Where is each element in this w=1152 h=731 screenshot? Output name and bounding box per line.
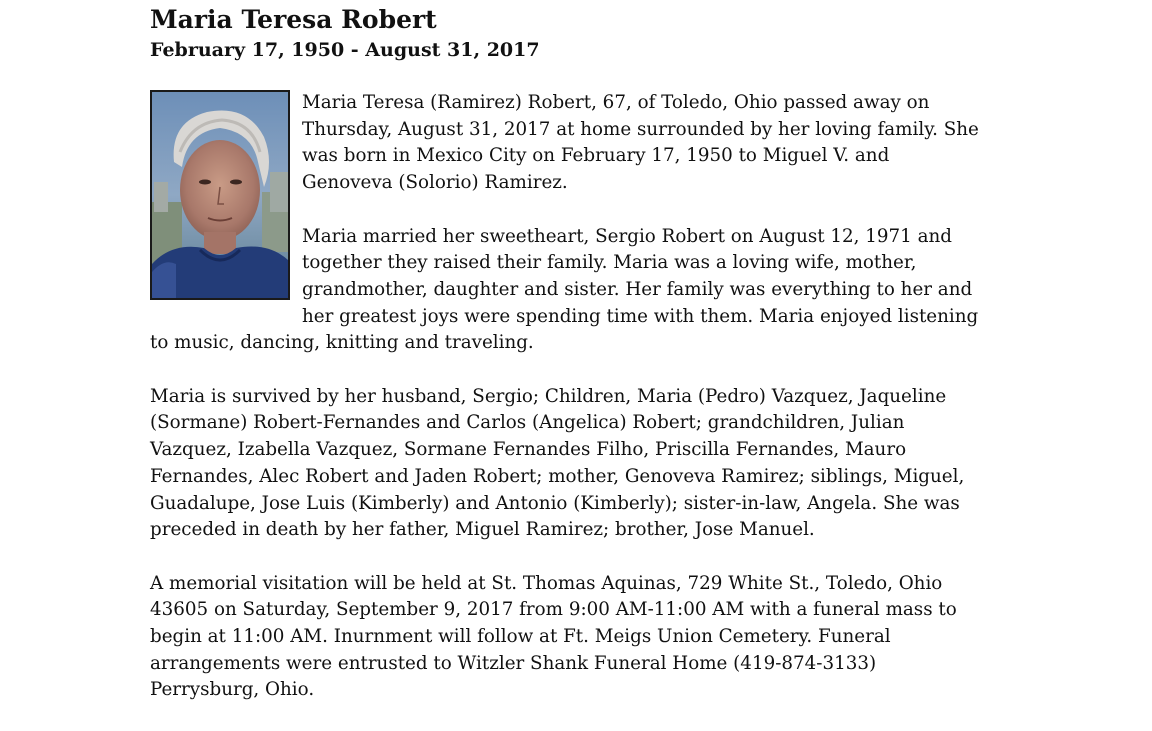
portrait-photo [150,90,290,300]
obituary-body [150,90,980,731]
deceased-name: Maria Teresa Robert [150,5,437,34]
life-dates: February 17, 1950 - August 31, 2017 [150,39,540,61]
paragraph-survivors: Maria is survived by her husband, Sergio; Children, Maria (Pedro) Vazquez, Jaqueline (Sormane) Robert-Fernandes and Carlos (Angelica) Robert; grandchildren, Julian Vazquez, Izabella Vazquez, Sormane Fernandes Filho, Priscilla Fernandes, Mauro Fernandes, Alec Robert and Jaden Robert; mother, Genoveva Ramirez; siblings, Miguel, Guadalupe, Jose Luis (Kimberly) and Antonio (Kimberly); sister-in-law, Angela. She was preceded in death by her father, Miguel Ramirez; brother, Jose Manuel. [150,385,965,541]
paragraph-services: A memorial visitation will be held at St. Thomas Aquinas, 729 White St., Toledo, Ohio 43605 on Saturday, September 9, 2017 from 9:00 AM-11:00 AM with a funeral mass to begin at 11:00 AM. Inurnment will follow at Ft. Meigs Union Cemetery. Funeral arrangements were entrusted to Witzler Shank Funeral Home (419-874-3133) Perrysburg, Ohio. [150,572,957,701]
paragraph-intro: Maria Teresa (Ramirez) Robert, 67, of Toledo, Ohio passed away on Thursday, August 31, 2017 at home surrounded by her loving family. She was born in Mexico City on February 17, 1950 to Miguel V. and Genoveva (Solorio) Ramirez. [302,92,979,194]
paragraph-family-life: Maria married her sweetheart, Sergio Robert on August 12, 1971 and together they raised their family. Maria was a loving wife, mother, grandmother, daughter and sister. Her family was everything to her and her greatest joys were spending time with them. Maria enjoyed listening to music, dancing, knitting and traveling. [150,225,979,354]
